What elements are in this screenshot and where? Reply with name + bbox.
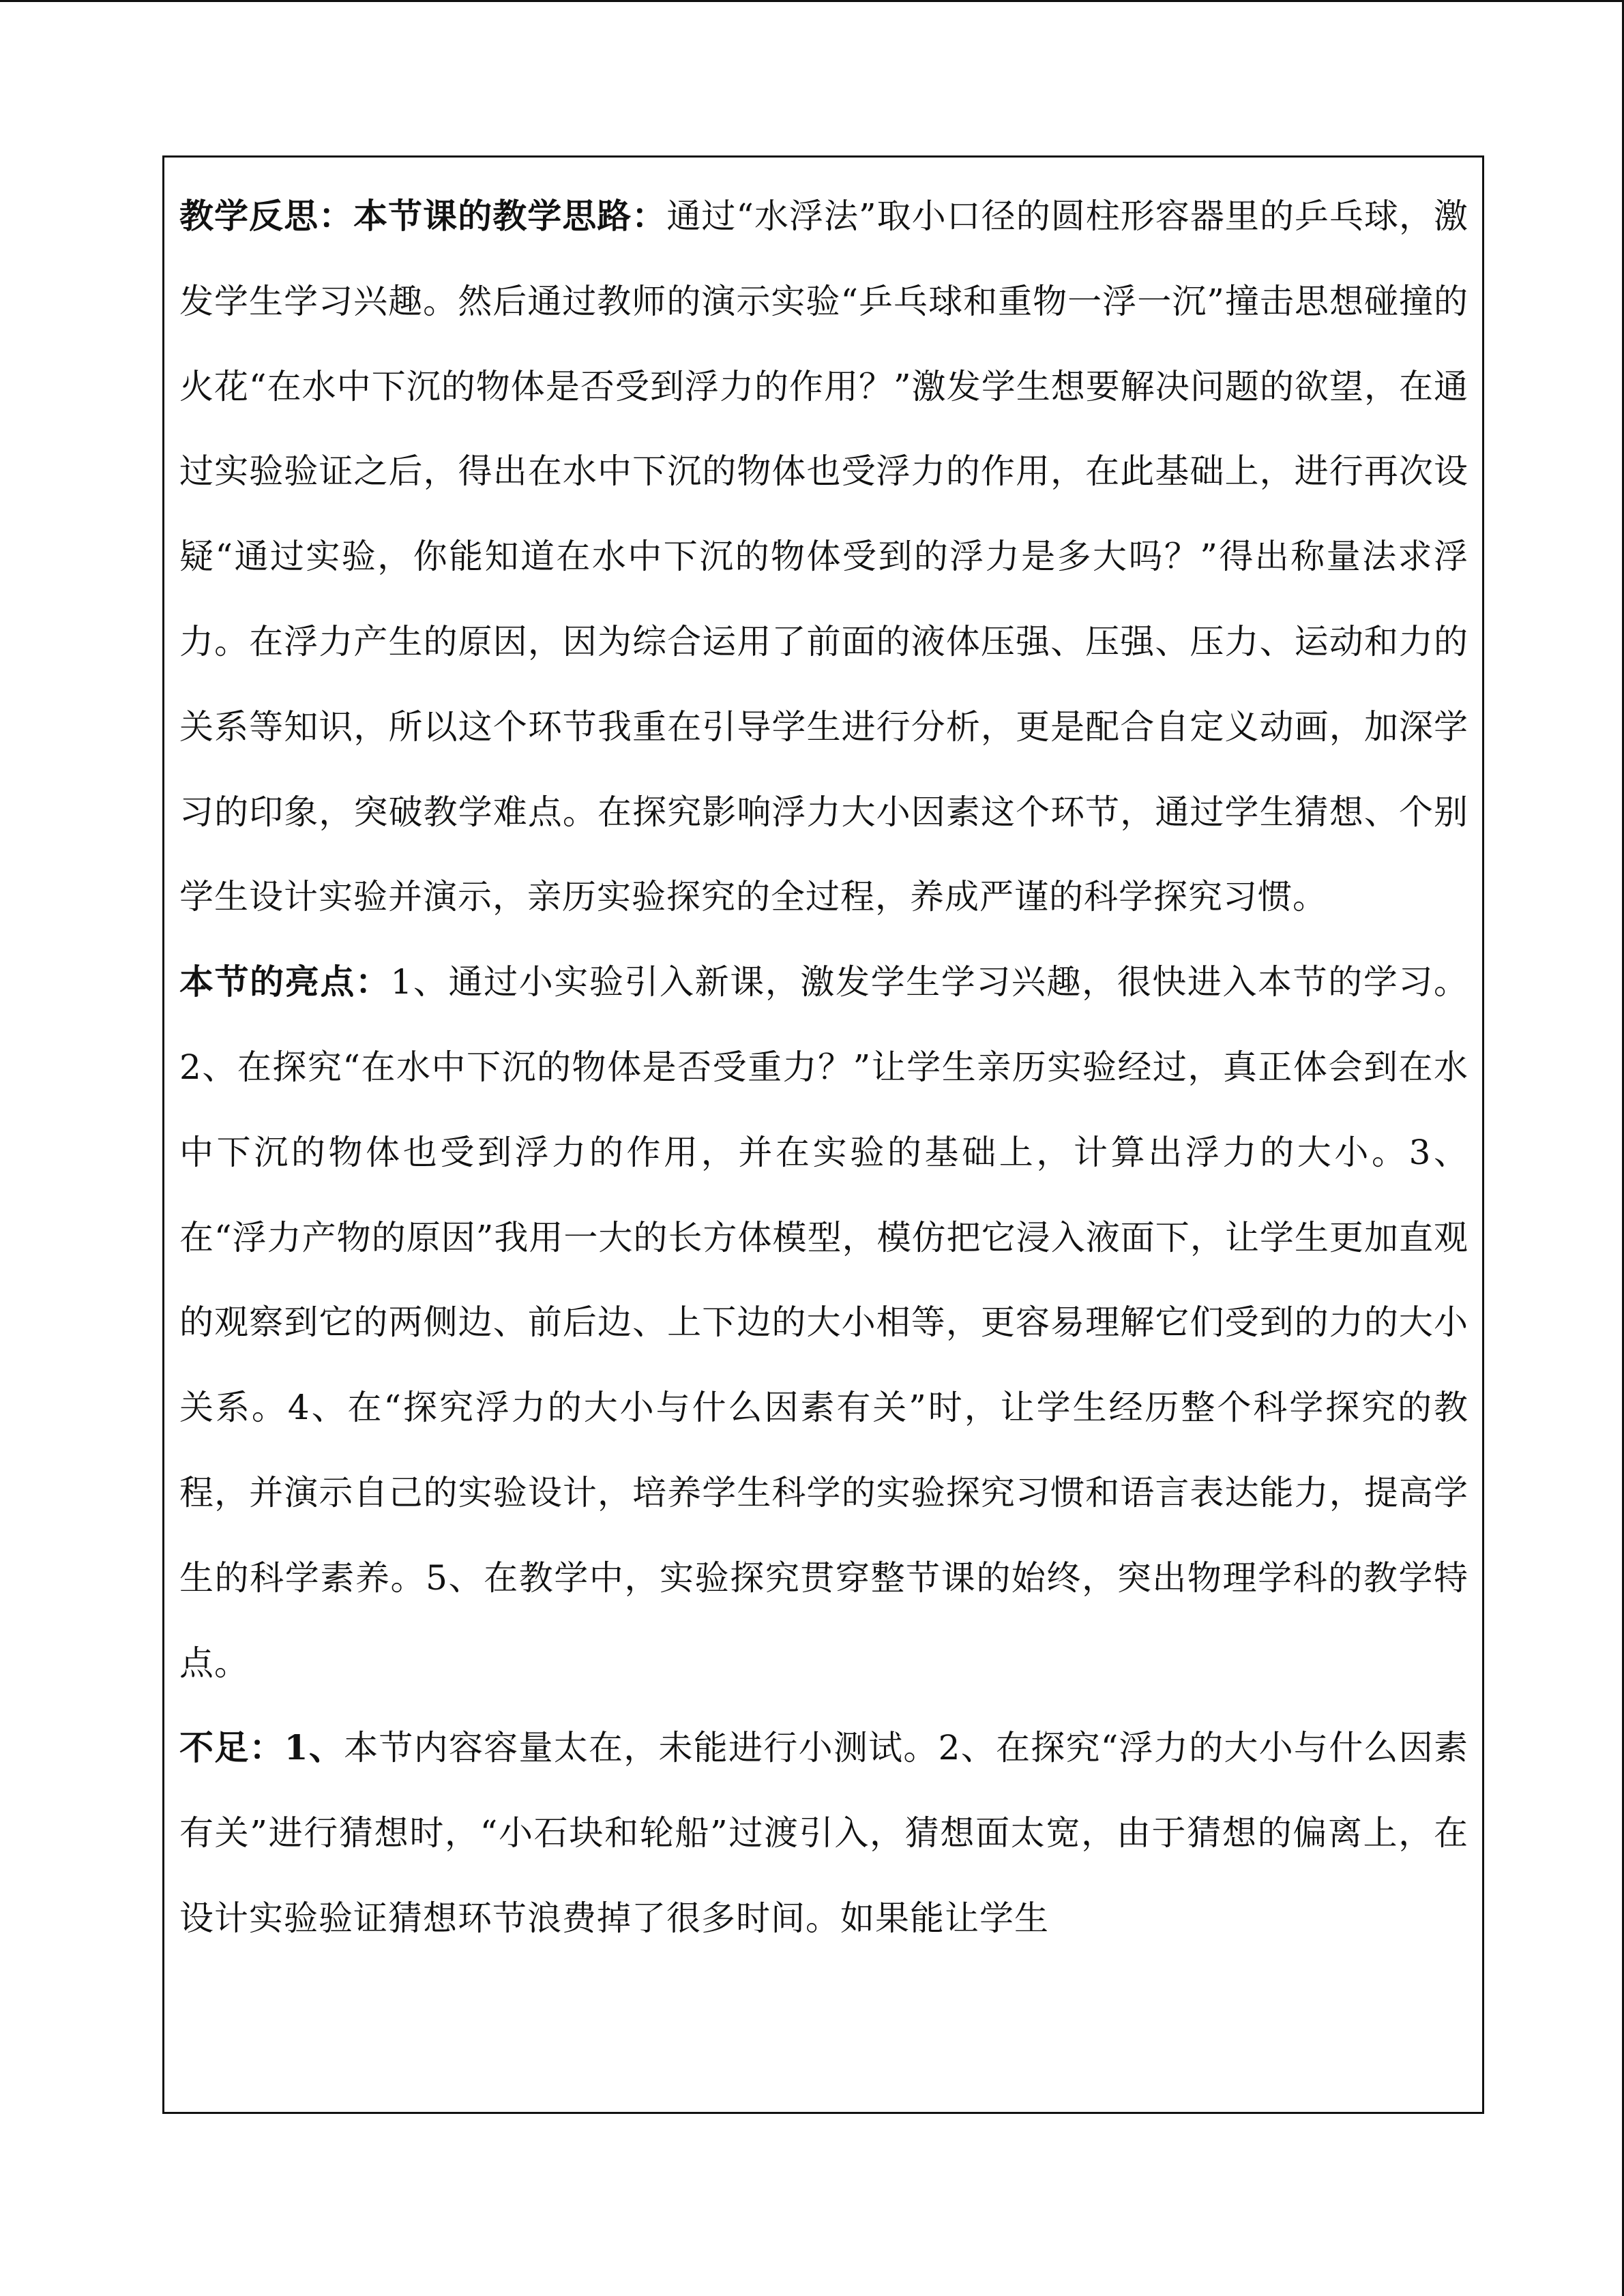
shortcomings-paragraph: [179, 1705, 1468, 1960]
reflection-content: [179, 174, 1468, 1961]
highlights-paragraph: [179, 940, 1468, 1705]
reflection-table-cell: [162, 155, 1484, 2114]
shortcomings-heading: 不足：1、: [179, 1727, 344, 1768]
page-top-border: [0, 0, 1624, 2]
teaching-approach-text: 通过“水浮法”取小口径的圆柱形容器里的乒乓球，激发学生学习兴趣。然后通过教师的演示实验“乒乓球和重物一浮一沉”撞击思想碰撞的火花“在水中下沉的物体是否受到浮力的作用？”激发学生想要解决问题的欲望，在通过实验验证之后，得出在水中下沉的物体也受浮力的作用，在此基础上，进行再次设疑“通过实验，你能知道在水中下沉的物体受到的浮力是多大吗？”得出称量法求浮力。在浮力产生的原因，因为综合运用了前面的液体压强、压强、压力、运动和力的关系等知识，所以这个环节我重在引导学生进行分析，更是配合自定义动画，加深学习的印象，突破教学难点。在探究影响浮力大小因素这个环节，通过学生猜想、个别学生设计实验并演示，亲历实验探究的全过程，养成严谨的科学探究习惯。: [179, 196, 1469, 917]
teaching-approach-heading: 教学反思：本节课的教学思路：: [179, 196, 667, 236]
highlights-heading: 本节的亮点：: [179, 961, 391, 1002]
shortcomings-text: 本节内容容量太在，未能进行小测试。2、在探究“浮力的大小与什么因素有关”进行猜想时，“小石块和轮船”过渡引入，猜想面太宽，由于猜想的偏离上，在设计实验验证猜想环节浪费掉了很多时间。如果能让学生: [179, 1728, 1468, 1938]
teaching-approach-paragraph: [179, 174, 1468, 940]
highlights-text: 1、通过小实验引入新课，激发学生学习兴趣，很快进入本节的学习。2、在探究“在水中下沉的物体是否受重力？”让学生亲历实验经过，真正体会到在水中下沉的物体也受到浮力的作用，并在实验的基础上，计算出浮力的大小。3、在“浮力产物的原因”我用一大的长方体模型，模仿把它浸入液面下，让学生更加直观的观察到它的两侧边、前后边、上下边的大小相等，更容易理解它们受到的力的大小关系。4、在“探究浮力的大小与什么因素有关”时，让学生经历整个科学探究的教程，并演示自己的实验设计，培养学生科学的实验探究习惯和语言表达能力，提高学生的科学素养。5、在教学中，实验探究贯穿整节课的始终，突出物理学科的教学特点。: [179, 962, 1468, 1683]
